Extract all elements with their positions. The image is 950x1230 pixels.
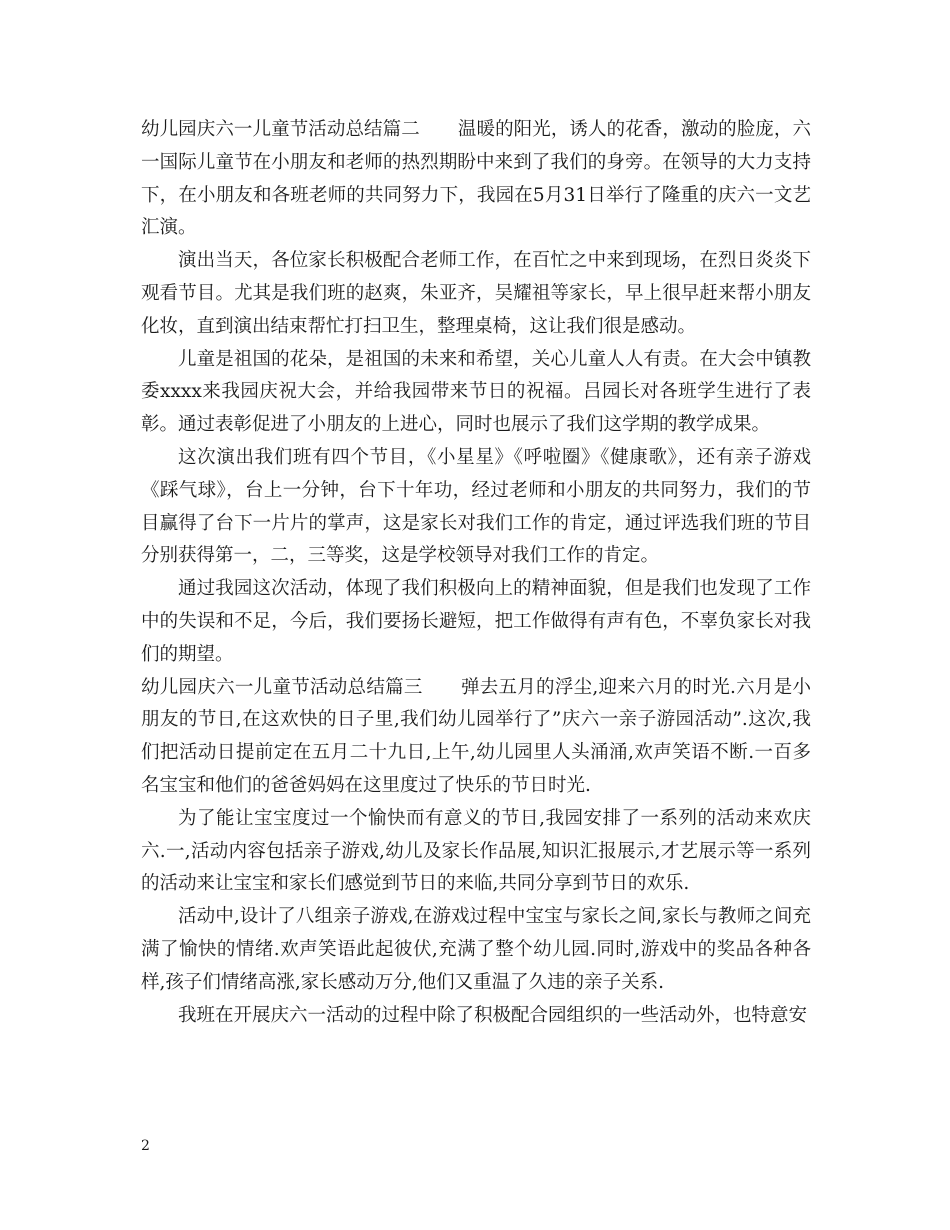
section-two-paragraph-5: 通过我园这次活动，体现了我们积极向上的精神面貌，但是我们也发现了工作中的失误和不足，今后，我们要扬长避短，把工作做得有声有色，不辜负家长对我们的期望。 xyxy=(141,578,811,665)
section-three-heading: 幼儿园庆六一儿童节活动总结篇三 xyxy=(141,676,423,698)
section-three-paragraph-4: 我班在开展庆六一活动的过程中除了积极配合园组织的一些活动外，也特意安 xyxy=(178,1004,808,1026)
section-two-paragraph-3: 儿童是祖国的花朵，是祖国的未来和希望，关心儿童人人有责。在大会中镇教委xxxx来我园庆祝大会，并给我园带来节日的祝福。吕园长对各班学生进行了表彰。通过表彰促进了小朋友的上进心，同时也展示了我们这学期的教学成果。 xyxy=(141,348,811,436)
section-three-paragraph-1: 弹去五月的浮尘,迎来六月的时光.六月是小朋友的节日,在这欢快的日子里,我们幼儿园举行了”庆六一亲子游园活动”.这次,我们把活动日提前定在五月二十九日,上午,幼儿园里人头涌涌,欢声笑语不断.一百多名宝宝和他们的爸爸妈妈在这里度过了快乐的节日时光. xyxy=(141,676,811,796)
page-number: 2 xyxy=(141,1138,150,1154)
section-three-paragraph-2: 为了能让宝宝度过一个愉快而有意义的节日,我园安排了一系列的活动来欢庆六.一,活动内容包括亲子游戏,幼儿及家长作品展,知识汇报展示,才艺展示等一系列的活动来让宝宝和家长们感觉到节日的来临,共同分享到节日的欢乐. xyxy=(141,807,811,895)
document-body xyxy=(141,114,811,1032)
section-three-intro-paragraph xyxy=(141,672,811,803)
section-two-intro-paragraph xyxy=(141,114,811,245)
section-two-heading: 幼儿园庆六一儿童节活动总结篇二 xyxy=(141,119,420,140)
section-three-paragraph-3: 活动中,设计了八组亲子游戏,在游戏过程中宝宝与家长之间,家长与教师之间充满了愉快的情绪.欢声笑语此起彼伏,充满了整个幼儿园.同时,游戏中的奖品各种各样,孩子们情绪高涨,家长感动万分,他们又重温了久违的亲子关系. xyxy=(141,906,811,993)
section-two-paragraph-1: 温暖的阳光，诱人的花香，激动的脸庞，六一国际儿童节在小朋友和老师的热烈期盼中来到了我们的身旁。在领导的大力支持下，在小朋友和各班老师的共同努力下，我园在5月31日举行了隆重的庆六一文艺汇演。 xyxy=(141,119,811,239)
section-two-paragraph-2: 演出当天，各位家长积极配合老师工作，在百忙之中来到现场，在烈日炎炎下观看节目。尤其是我们班的赵爽，朱亚齐，吴耀祖等家长，早上很早赶来帮小朋友化妆，直到演出结束帮忙打扫卫生，整理桌椅，这让我们很是感动。 xyxy=(141,250,811,337)
section-two-paragraph-4: 这次演出我们班有四个节目，《小星星》《呼啦圈》《健康歌》，还有亲子游戏《踩气球》，台上一分钟，台下十年功，经过老师和小朋友的共同努力，我们的节目赢得了台下一片片的掌声，这是家长对我们工作的肯定，通过评选我们班的节目分别获得第一，二，三等奖，这是学校领导对我们工作的肯定。 xyxy=(141,446,811,567)
